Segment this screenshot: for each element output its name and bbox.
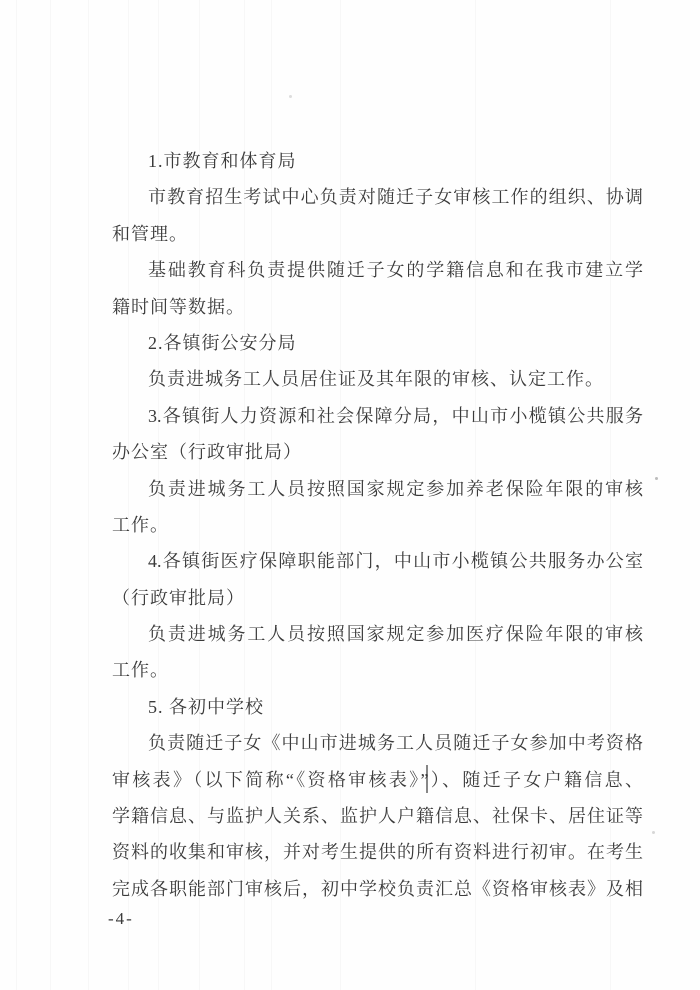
text-line: 市教育招生考试中心负责对随迁子女审核工作的组织、协调	[148, 187, 643, 208]
text-line: 籍时间等数据。	[112, 296, 245, 317]
text-line: 3.各镇街人力资源和社会保障分局，中山市小榄镇公共服务	[148, 405, 643, 426]
scan-line-artifact	[16, 0, 17, 990]
text-line: （行政审批局）	[112, 587, 245, 608]
page-number: -4-	[108, 909, 134, 928]
document-body	[112, 143, 643, 907]
text-line: 工作。	[112, 514, 169, 535]
scan-line-artifact	[88, 0, 89, 990]
text-line: 2.各镇街公安分局	[148, 332, 297, 353]
text-line: 负责进城务工人员按照国家规定参加医疗保险年限的审核	[148, 624, 643, 645]
scan-speck-artifact	[289, 95, 292, 98]
text-line: 工作。	[112, 660, 169, 681]
text-line: 5. 各初中学校	[148, 696, 264, 717]
text-line: 资料的收集和审核，并对考生提供的所有资料进行初审。在考生	[112, 842, 643, 863]
text-line: 基础教育科负责提供随迁子女的学籍信息和在我市建立学	[148, 260, 643, 281]
text-line: 和管理。	[112, 223, 188, 244]
text-line: 1.市教育和体育局	[148, 151, 297, 171]
text-line: 完成各职能部门审核后，初中学校负责汇总《资格审核表》及相	[112, 878, 643, 899]
text-line: 办公室（行政审批局）	[112, 442, 302, 463]
scan-speck-artifact	[655, 477, 658, 480]
scan-line-artifact	[50, 0, 51, 990]
text-line: 审核表》（以下简称“《资格审核表》”）、随迁子女户籍信息、	[112, 769, 643, 790]
text-line: 负责随迁子女《中山市进城务工人员随迁子女参加中考资格	[148, 733, 643, 754]
text-line: 负责进城务工人员按照国家规定参加养老保险年限的审核	[148, 478, 643, 499]
text-line: 学籍信息、与监护人关系、监护人户籍信息、社保卡、居住证等	[112, 806, 643, 827]
text-line: 负责进城务工人员居住证及其年限的审核、认定工作。	[148, 369, 604, 390]
scan-speck-artifact	[652, 831, 655, 834]
text-line: 4.各镇街医疗保障职能部门，中山市小榄镇公共服务办公室	[148, 551, 643, 572]
